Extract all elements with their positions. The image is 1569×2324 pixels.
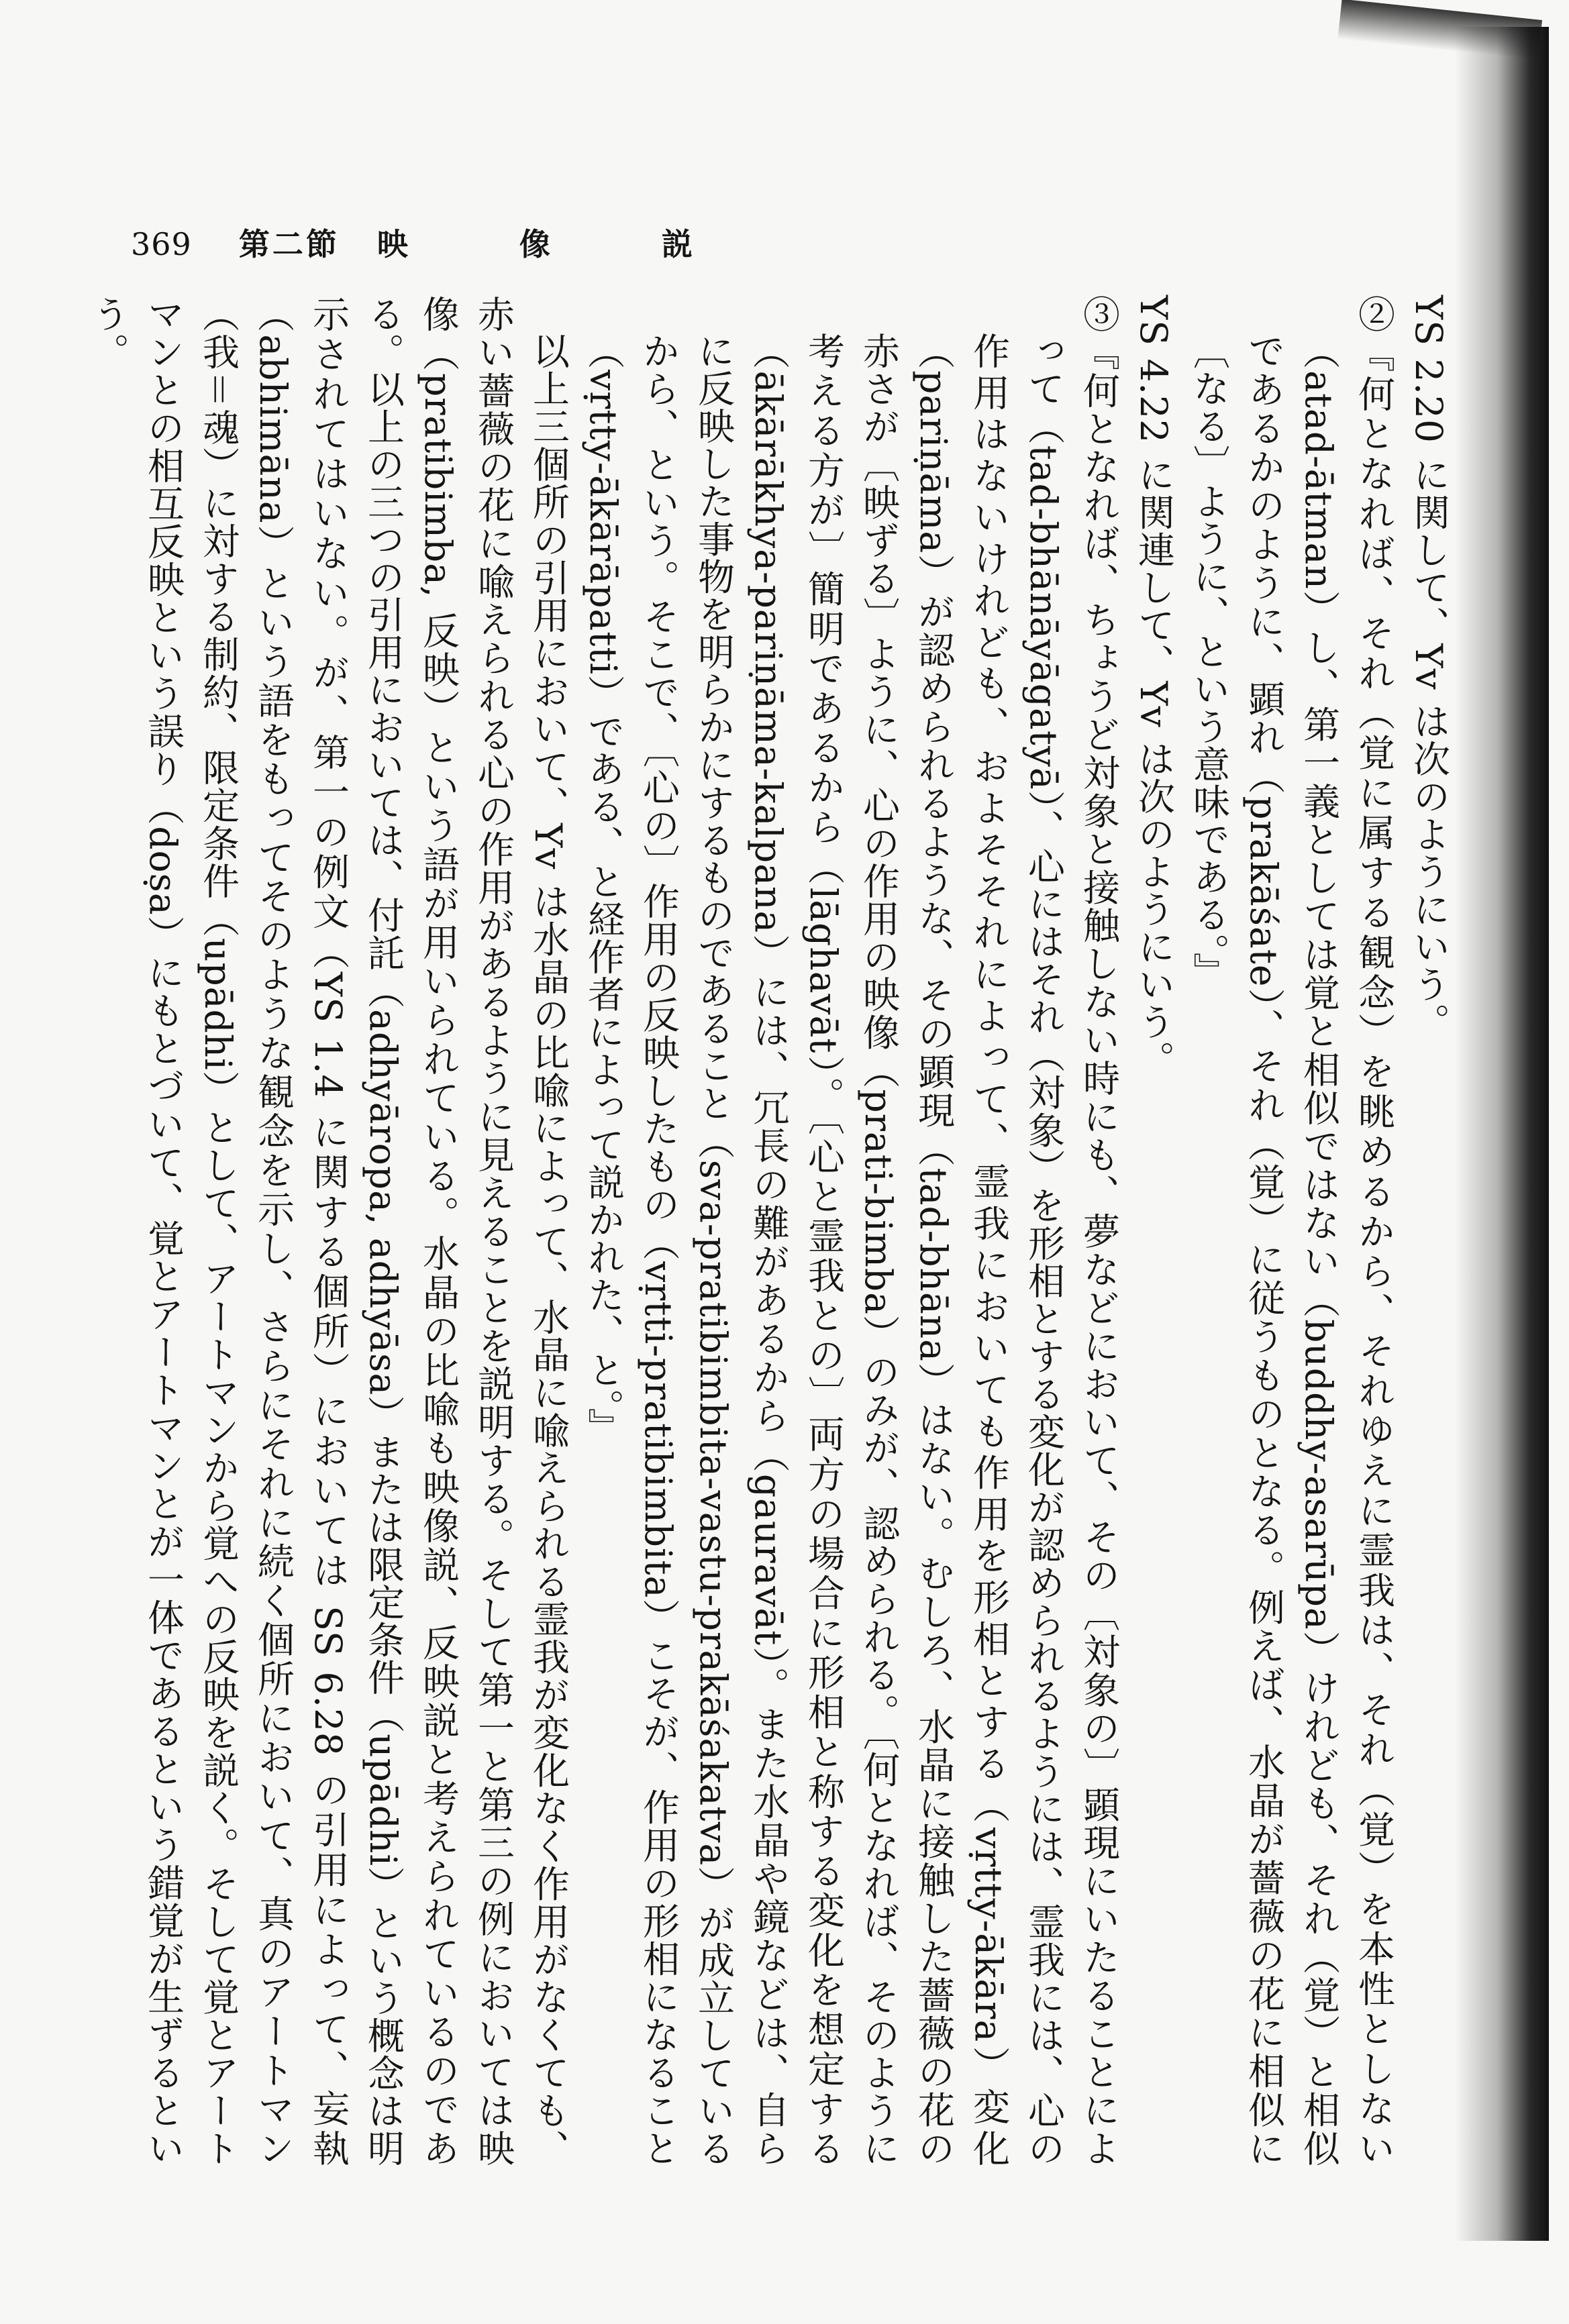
paragraph-ys422-intro: YS 4.22 に関連して、Yv は次のようにいう。 <box>1132 295 1175 1079</box>
section-number: 第二節 <box>238 226 340 262</box>
page-edge-shadow <box>1455 27 1549 2241</box>
section-name: 映 像 説 <box>376 226 733 262</box>
page-number: 369 <box>131 226 192 262</box>
running-header <box>131 220 733 264</box>
section-title <box>239 220 733 264</box>
vertical-text-body <box>87 295 1456 2168</box>
quotation-3: ③『何となれば、ちょうど対象と接触しない時にも、夢などにおいて、その〔対象の〕顕現にいたることによって（tad-bhānāyāgatyā）、心にはそれ（対象）を形相とする変化が認められるようには、霊我には、心の作用はないけれども、およそそれによって、霊我においても作用を形相とする（vṛtty-ākāra）変化（pariṇāma）が認められるような、その顕現（tad-bhāna）はない。むしろ、水晶に接触した薔薇の花の赤さが〔映ずる〕ように、心の作用の映像（prati-bimba）のみが、認められる。〔何となれば、そのように考える方が〕簡明であるから（lāghavāt）。〔心と霊我との〕両方の場合に形相と称する変化を想定する（ākārākhya-pariṇāma-kalpana）には、冗長の難があるから（gauravāt）。また水晶や鏡などは、自らに反映した事物を明らかにするものであること（sva-pratibimbita-vastu-prakāśakatva）が成立しているから、という。そこで、〔心の〕作用の反映したもの（vṛtti-pratibimbita）こそが、作用の形相になること（vṛtty-ākārāpatti）である、と経作者によって説かれた、と。』 <box>582 295 1120 2168</box>
page-corner-shadow <box>1337 0 1542 60</box>
paragraph-summary: 以上三個所の引用において、Yv は水晶の比喩によって、水晶に喩えられる霊我が変化なく作用がなくても、赤い薔薇の花に喩えられる心の作用があるように見えることを説明する。そして第一と第三の例においては映像（pratibimba, 反映）という語が用いられている。水晶の比喩も映像説、反映説と考えられているのである。以上の三つの引用においては、付託（adhyāropa, adhyāsa）または限定条件（upādhi）という概念は明示されてはいない。が、第一の例文（YS 1.4 に関する個所）においては SS 6.28 の引用によって、妄執（abhimāna）という語をもってそのような観念を示し、さらにそれに続く個所において、真のアートマン（我＝魂）に対する制約、限定条件（upādhi）として、アートマンから覚への反映を説く。そして覚とアートマンとの相互反映という誤り（doṣa）にもとづいて、覚とアートマンとが一体であるという錯覚が生ずるという。 <box>87 295 570 2168</box>
paragraph-ys220-intro: YS 2.20 に関して、Yv は次のようにいう。 <box>1407 295 1450 1041</box>
quotation-2: ②『何となれば、それ（覚に属する観念）を眺めるから、それゆえに霊我は、それ（覚）を本性としない（atad-ātman）し、第一義としては覚と相似ではない（buddhy-asarūpa）けれども、それ（覚）と相似であるかのように、顕れ（prakāśate）、それ（覚）に従うものとなる。例えば、水晶が薔薇の花に相似に〔なる〕ように、という意味である。』 <box>1187 295 1395 2168</box>
